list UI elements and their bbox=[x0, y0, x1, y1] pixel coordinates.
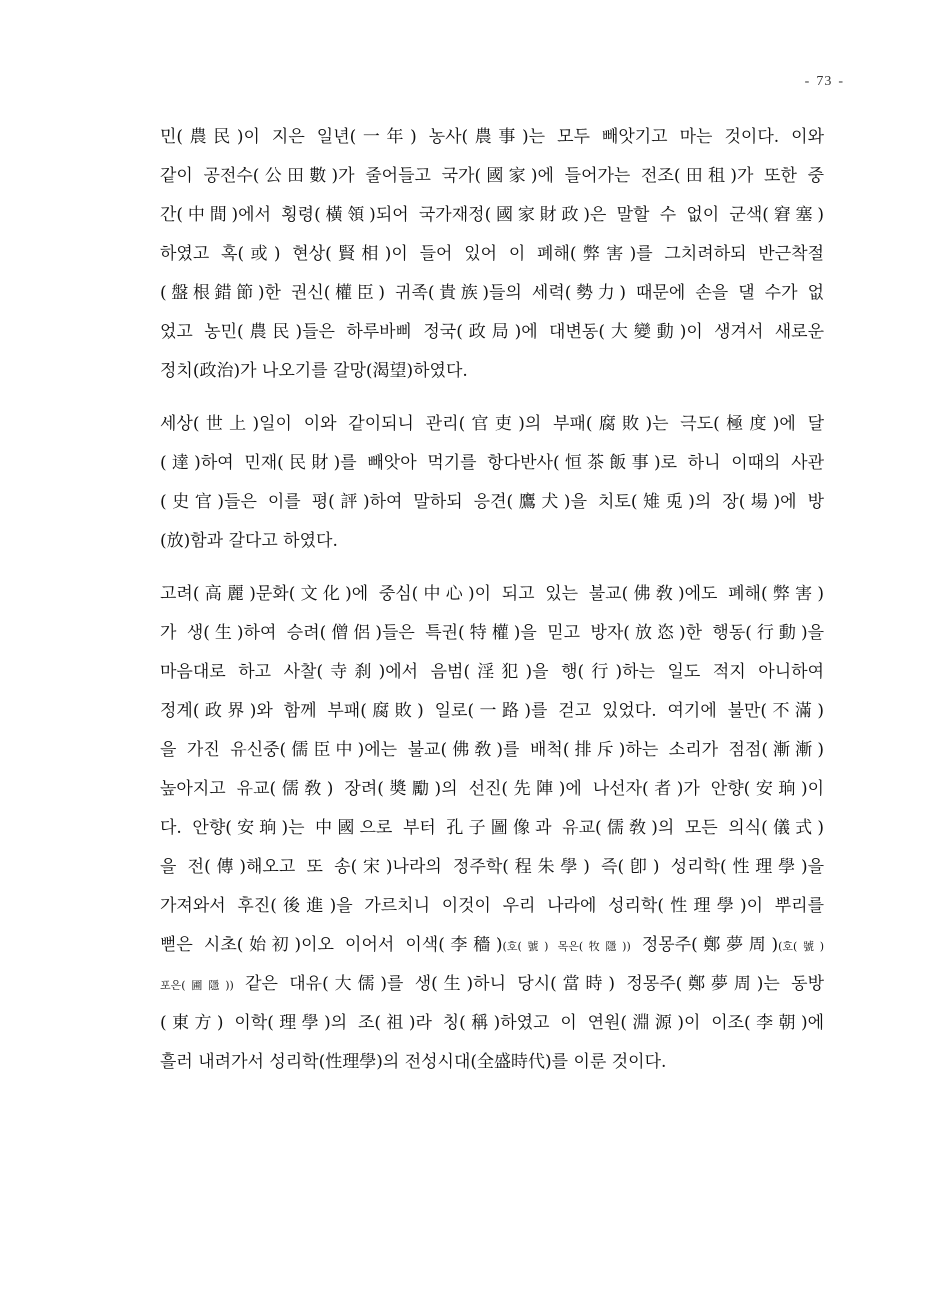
text-line: 을 전(傳)해오고 또 송(宋)나라의 정주학(程朱學) 즉(卽) 성리학(性理學)을 bbox=[160, 857, 824, 877]
text-line: 세상(世上)일이 이와 같이되니 관리(官吏)의 부패(腐敗)는 극도(極度)에 달 bbox=[160, 414, 824, 434]
text-line: 다. 안향(安珦)는 中國으로 부터 孔子圖像과 유교(儒敎)의 모든 의식(儀式) bbox=[160, 818, 824, 838]
text-line: (達)하여 민재(民財)를 빼앗아 먹기를 항다반사(恒茶飯事)로 하니 이때의 사관 bbox=[160, 453, 824, 473]
text-line: 고려(高麗)문화(文化)에 중심(中心)이 되고 있는 불교(佛敎)에도 폐해(弊害) bbox=[160, 584, 824, 604]
text-line: 하였고 혹(或) 현상(賢相)이 들어 있어 이 폐해(弊害)를 그치려하되 반근착절 bbox=[160, 244, 824, 264]
small-annotation: 포은(圃隱)) bbox=[160, 979, 234, 992]
page-number-dash-right: - bbox=[838, 74, 844, 89]
text-line: 정치(政治)가 나오기를 갈망(渴望)하였다. bbox=[160, 361, 468, 381]
body-text bbox=[160, 118, 824, 1096]
small-annotation: (호(號) 목은(牧隱)) bbox=[502, 940, 631, 953]
text-line: 같이 공전수(公田數)가 줄어들고 국가(國家)에 들어가는 전조(田租)가 또한 중 bbox=[160, 166, 824, 186]
text-line: (盤根錯節)한 권신(權臣) 귀족(貴族)들의 세력(勢力) 때문에 손을 댈 수가 없 bbox=[160, 283, 824, 303]
text-line: 간(中間)에서 횡령(橫領)되어 국가재정(國家財政)은 말할 수 없이 군색(窘塞) bbox=[160, 205, 824, 225]
text-line: 가져와서 후진(後進)을 가르치니 이것이 우리 나라에 성리학(性理學)이 뿌리를 bbox=[160, 896, 824, 916]
text-line: (史官)들은 이를 평(評)하여 말하되 응견(鷹犬)을 치토(雉兎)의 장(場)에 방 bbox=[160, 492, 824, 512]
text-line: 을 가진 유신중(儒臣中)에는 불교(佛敎)를 배척(排斥)하는 소리가 점점(漸漸) bbox=[160, 740, 824, 760]
text-line-mixed bbox=[160, 926, 824, 965]
text-line: (放)함과 갈다고 하였다. bbox=[160, 531, 338, 551]
page-number bbox=[799, 74, 850, 90]
text-line: 흘러 내려가서 성리학(性理學)의 전성시대(全盛時代)를 이룬 것이다. bbox=[160, 1052, 667, 1072]
text-line: (東方) 이학(理學)의 조(祖)라 칭(稱)하였고 이 연원(淵源)이 이조(李朝)에 bbox=[160, 1013, 824, 1033]
line-segment: 정몽주(鄭夢周) bbox=[630, 935, 779, 955]
page-number-dash-left: - bbox=[804, 74, 811, 89]
text-line: 마음대로 하고 사찰(寺刹)에서 음범(淫犯)을 행(行)하는 일도 적지 아니하여 bbox=[160, 662, 824, 682]
text-line: 민(農民)이 지은 일년(一年) 농사(農事)는 모두 빼앗기고 마는 것이다. 이와 bbox=[160, 127, 824, 147]
paragraph-1 bbox=[160, 118, 824, 391]
page-number-value: 73 bbox=[816, 74, 833, 89]
text-line: 높아지고 유교(儒敎) 장려(奬勵)의 선진(先陣)에 나선자(者)가 안향(安珦)이 bbox=[160, 779, 824, 799]
text-line: 정계(政界)와 함께 부패(腐敗) 일로(一路)를 걷고 있었다. 여기에 불만(不滿) bbox=[160, 701, 824, 721]
text-line: 가 생(生)하여 승려(僧侶)들은 특권(特權)을 믿고 방자(放恣)한 행동(行動)을 bbox=[160, 623, 824, 643]
small-annotation: (호(號) bbox=[778, 940, 824, 953]
paragraph-2 bbox=[160, 405, 824, 561]
text-line: 었고 농민(農民)들은 하루바삐 정국(政局)에 대변동(大變動)이 생겨서 새로운 bbox=[160, 322, 824, 342]
line-segment: 뻗은 시초(始初)이오 이어서 이색(李穡) bbox=[160, 935, 503, 955]
line-segment: 같은 대유(大儒)를 생(生)하니 당시(當時) 정몽주(鄭夢周)는 동방 bbox=[233, 974, 824, 994]
text-line-mixed bbox=[160, 965, 824, 1004]
paragraph-3 bbox=[160, 575, 824, 1082]
